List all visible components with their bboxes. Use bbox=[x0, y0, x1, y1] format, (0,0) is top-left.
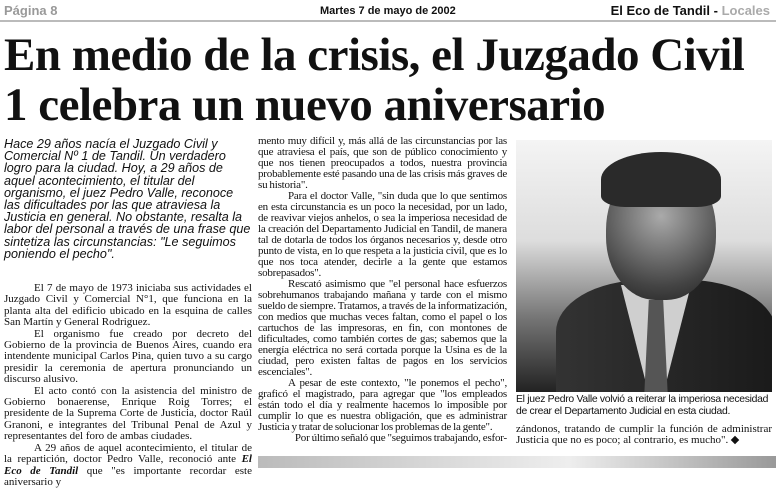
paragraph: Rescató asimismo que "el personal hace esfuerzos sobrehumanos trabajando mañana y tarde con el mismo sueldo de siempre. Tratamos, a través de la informatización, con medios que muchas veces faltan, como el papel o los cartuchos de las impresoras, en fin, con montones de dificultades, como también cortes de gas; sabemos que la energía eléctrica no será cortada porque la Usina es de la ciudad, pero existen faltas de pagos en los servicios escenciales". bbox=[258, 278, 507, 378]
paragraph: A pesar de este contexto, "le ponemos el pecho", graficó el magistrado, para agregar que "los empleados están todo el día y realmente hacemos lo imposible por cumplir lo que es nuestra obligación, que es administrar Justicia y tratar de solucionar los problemas de la gente". bbox=[258, 377, 507, 433]
page-number: Página 8 bbox=[4, 3, 58, 18]
paragraph: zándonos, tratando de cumplir la función de administrar Justicia que no es poco; al contrario, es mucho". bbox=[516, 423, 772, 447]
column-1 bbox=[4, 283, 252, 488]
paragraph: El organismo fue creado por decreto del Gobierno de la provincia de Buenos Aires, cuando era intendente municipal Carlos Pina, quien tuvo a su cargo presidir la ceremonia de apertura pronunciando un discurso alusivo. bbox=[4, 327, 252, 386]
publication-mention: El Eco de Tandil bbox=[4, 453, 252, 477]
text: A 29 años de aquel acontecimiento, el titular de la repartición, doctor Pedro Valle, reconoció ante bbox=[4, 441, 252, 466]
photo-caption: El juez Pedro Valle volvió a reiterar la imperiosa necesidad de crear el Departamento Judicial en esta ciudad. bbox=[516, 394, 769, 417]
publication-name bbox=[611, 3, 770, 18]
paragraph: Para el doctor Valle, "sin duda que lo que sentimos en esta circunstancia es un poco la necesidad, por un lado, de reavivar viejos anhelos, o sea la imperiosa necesidad de la creación del Departamento Judicial en Tandil, de manera tal de dotarla de todos los órganos necesarios y, desde otro punto de vista, en lo que respeta a la justicia civil, que es lo que nos toca atender, decirle a la gente que estamos sobrepasados". bbox=[258, 190, 507, 279]
column-2 bbox=[258, 136, 507, 444]
column-3 bbox=[516, 424, 772, 447]
headline: En medio de la crisis, el Juzgado Civil 1 celebra un nuevo aniversario bbox=[4, 29, 745, 131]
photo-hair bbox=[601, 152, 721, 207]
end-mark-icon bbox=[731, 436, 739, 444]
paragraph bbox=[4, 443, 252, 488]
masthead: El Eco de Tandil bbox=[610, 3, 711, 18]
issue-date: Martes 7 de mayo de 2002 bbox=[320, 5, 456, 17]
judge-photo bbox=[516, 140, 772, 392]
separator: - bbox=[710, 3, 722, 18]
paragraph: Por último señaló que "seguimos trabajando, esfor- bbox=[294, 432, 507, 444]
paragraph: El 7 de mayo de 1973 iniciaba sus actividades el Juzgado Civil y Comercial N°1, que funciona en la planta alta del edificio ubicado en la esquina de calles San Martín y General Rodriguez. bbox=[4, 282, 252, 329]
text: que "es importante recordar este aniversario y bbox=[4, 464, 252, 488]
paragraph: El acto contó con la asistencia del ministro de Gobierno bonaerense, Enrique Roig Torres; el presidente de la Suprema Corte de Justicia, doctor Raúl Granoni, e integrantes del Tribunal Penal de Azul y representantes del foro de ambas ciudades. bbox=[4, 384, 252, 443]
next-article-image bbox=[258, 456, 776, 468]
page-header bbox=[0, 0, 776, 22]
section-name: Locales bbox=[721, 3, 770, 18]
paragraph: mento muy difícil y, más allá de las circunstancias por las que atraviesa el país, que son de público conocimiento y que nos tienen preocupados a todos, nuestra provincia probablemente esté pasando una de las crisis más graves de su historia". bbox=[258, 135, 507, 191]
article-intro: Hace 29 años nacía el Juzgado Civil y Comercial Nº 1 de Tandil. Un verdadero logro para la ciudad. Hoy, a 29 años de aquel acontecimiento, el titular del organismo, el juez Pedro Valle, reconoce las dificultades por las que atraviesa la Justicia en general. No obstante, resalta la labor del personal a través de una frase que sintetiza las circunstancias: "Le seguimos poniendo el pecho". bbox=[4, 137, 251, 261]
